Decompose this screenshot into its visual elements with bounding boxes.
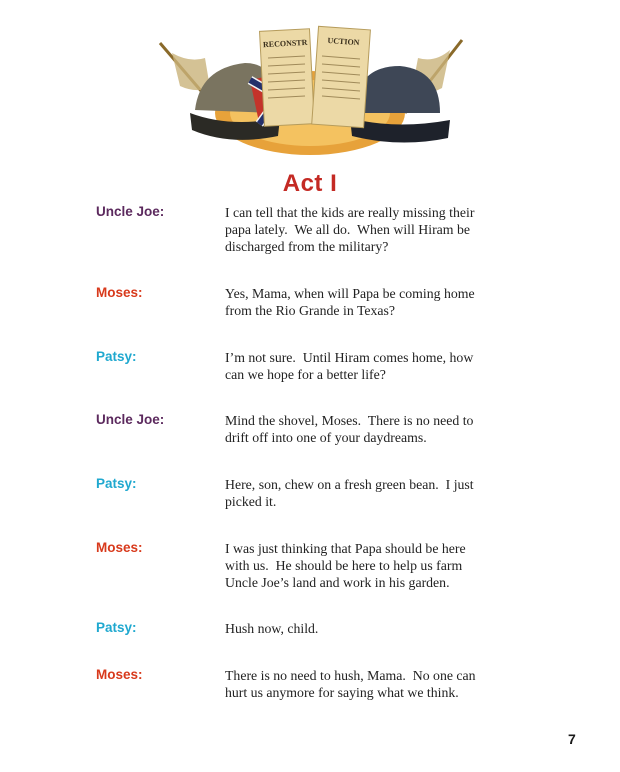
speaker-name: Moses: — [96, 540, 143, 555]
reconstruction-illustration — [150, 18, 470, 163]
page-number: 7 — [568, 731, 576, 747]
dialogue-line: picked it. — [225, 494, 277, 509]
dialogue-line: from the Rio Grande in Texas? — [225, 303, 396, 318]
speaker-name: Patsy: — [96, 620, 137, 635]
speaker-name: Moses: — [96, 285, 143, 300]
speaker-name: Uncle Joe: — [96, 204, 165, 219]
dialogue-line: Uncle Joe’s land and work in his garden. — [225, 575, 450, 590]
speaker-name: Patsy: — [96, 476, 137, 491]
dialogue-text — [225, 540, 515, 591]
dialogue-line: drift off into one of your daydreams. — [225, 430, 427, 445]
dialogue-line: can we hope for a better life? — [225, 367, 386, 382]
dialogue-text — [225, 667, 515, 701]
dialogue-line: with us. He should be here to help us farm — [225, 558, 463, 573]
dialogue-line: discharged from the military? — [225, 239, 389, 254]
dialogue-text — [225, 285, 515, 319]
dialogue-text — [225, 412, 515, 446]
dialogue-text — [225, 476, 515, 510]
dialogue-line: Yes, Mama, when will Papa be coming home — [225, 286, 475, 301]
dialogue-line: papa lately. We all do. When will Hiram be — [225, 222, 470, 237]
dialogue-line: I can tell that the kids are really missing their — [225, 205, 475, 220]
speaker-name: Moses: — [96, 667, 143, 682]
dialogue-text — [225, 620, 515, 637]
dialogue-line: Hush now, child. — [225, 621, 319, 636]
speaker-name: Patsy: — [96, 349, 137, 364]
dialogue-line: Here, son, chew on a fresh green bean. I just — [225, 477, 474, 492]
document-word-left: RECONSTR — [262, 37, 308, 50]
dialogue-text — [225, 349, 515, 383]
act-title: Act I — [282, 170, 338, 197]
dialogue-line: Mind the shovel, Moses. There is no need to — [225, 413, 474, 428]
dialogue-text — [225, 204, 515, 255]
reconstruction-illustration-art — [150, 18, 470, 163]
dialogue-line: I was just thinking that Papa should be here — [225, 541, 466, 556]
dialogue-line: hurt us anymore for saying what we think. — [225, 685, 459, 700]
dialogue-line: I’m not sure. Until Hiram comes home, how — [225, 350, 474, 365]
dialogue-line: There is no need to hush, Mama. No one can — [225, 668, 476, 683]
document-word-right: UCTION — [327, 35, 360, 48]
speaker-name: Uncle Joe: — [96, 412, 165, 427]
